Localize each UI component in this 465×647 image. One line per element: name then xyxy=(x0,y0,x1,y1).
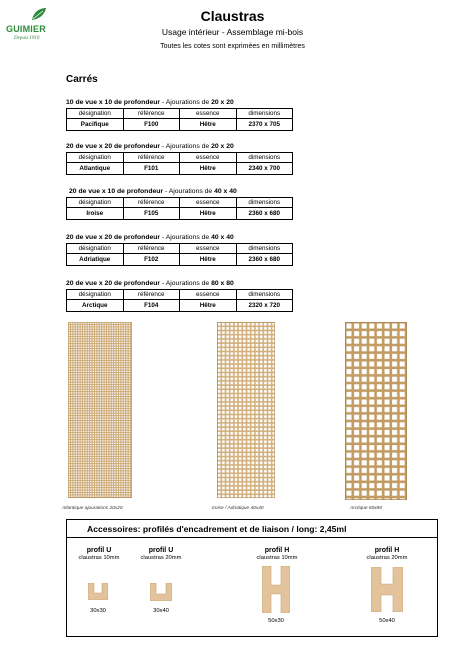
column-header: référence xyxy=(123,153,180,163)
spec-ajour-value: 40 x 40 xyxy=(211,234,234,241)
column-header: essence xyxy=(180,244,237,254)
spec-size: 20 de vue x 20 de profondeur xyxy=(66,280,161,287)
cell-designation: Arctique xyxy=(67,300,124,312)
cell-dimensions: 2320 x 720 xyxy=(236,300,293,312)
cell-dimensions: 2370 x 705 xyxy=(236,119,293,131)
spec-size: 20 de vue x 20 de profondeur xyxy=(66,234,161,241)
column-header: désignation xyxy=(67,198,124,208)
units-note: Toutes les cotes sont exprimées en millimètres xyxy=(160,43,305,50)
cell-dimensions: 2360 x 680 xyxy=(236,208,293,220)
spec-ajour-value: 20 x 20 xyxy=(211,143,234,150)
cell-designation: Adriatique xyxy=(67,254,124,266)
profile-name: profil H xyxy=(374,547,400,554)
column-header: essence xyxy=(180,109,237,119)
column-header: référence xyxy=(123,244,180,254)
profile-desc: claustras 20mm xyxy=(140,555,182,561)
brand-tagline: Depuis 1910 xyxy=(14,36,40,41)
spec-heading xyxy=(66,233,293,243)
h-profile-icon xyxy=(371,567,403,612)
spec-size: 10 de vue x 10 de profondeur xyxy=(66,99,161,106)
page-subtitle: Usage intérieur - Assemblage mi-bois xyxy=(161,27,304,37)
lattice-large-image xyxy=(345,322,407,500)
image-caption: Arctique 80x80 xyxy=(350,506,382,511)
column-header: essence xyxy=(180,153,237,163)
profile-desc: claustras 10mm xyxy=(256,555,298,561)
page-title: Claustras xyxy=(200,8,265,24)
profile-desc: claustras 10mm xyxy=(78,555,120,561)
cell-reference: F100 xyxy=(123,119,180,131)
spec-size: 20 de vue x 10 de profondeur xyxy=(69,188,164,195)
spec-heading xyxy=(66,142,293,152)
cell-reference: F102 xyxy=(123,254,180,266)
image-caption: Iroise / Adriatique 40x40 xyxy=(212,506,264,511)
cell-essence: Hêtre xyxy=(180,254,237,266)
cell-reference: F105 xyxy=(123,208,180,220)
cell-essence: Hêtre xyxy=(180,119,237,131)
profile-u-10 xyxy=(75,547,123,561)
column-header: référence xyxy=(123,290,180,300)
profile-u-20 xyxy=(134,547,188,561)
spec-block-pacifique xyxy=(66,98,293,131)
column-header: dimensions xyxy=(236,290,293,300)
spec-ajour-label: - Ajourations de xyxy=(161,280,210,287)
spec-ajour-value: 80 x 80 xyxy=(211,280,234,287)
spec-table xyxy=(66,289,293,312)
product-image-atlantique xyxy=(68,322,132,498)
spec-block-atlantique xyxy=(66,142,293,175)
lattice-medium-image xyxy=(217,322,275,498)
brand-name: GUIMIER xyxy=(6,24,46,34)
u-profile-icon xyxy=(150,583,172,601)
profile-name: profil U xyxy=(148,547,174,554)
cell-designation: Iroise xyxy=(67,208,124,220)
spec-ajour-value: 40 x 40 xyxy=(214,188,237,195)
profile-dim: 50x30 xyxy=(268,618,284,624)
spec-ajour-label: - Ajourations de xyxy=(161,99,210,106)
spec-block-adriatique xyxy=(66,233,293,266)
column-header: dimensions xyxy=(236,198,293,208)
spec-table xyxy=(66,243,293,266)
column-header: désignation xyxy=(67,153,124,163)
spec-block-iroise xyxy=(66,187,293,220)
column-header: dimensions xyxy=(236,109,293,119)
section-title: Carrés xyxy=(66,74,98,85)
accessories-panel xyxy=(66,519,438,637)
spec-ajour-label: - Ajourations de xyxy=(161,234,210,241)
column-header: dimensions xyxy=(236,244,293,254)
profile-name: profil U xyxy=(86,547,112,554)
h-profile-icon xyxy=(262,566,290,613)
spec-block-arctique xyxy=(66,279,293,312)
column-header: essence xyxy=(180,290,237,300)
spec-table xyxy=(66,152,293,175)
divider xyxy=(67,537,437,538)
column-header: essence xyxy=(180,198,237,208)
profile-dim: 30x40 xyxy=(153,608,169,614)
lattice-fine-image xyxy=(68,322,132,498)
profile-name: profil H xyxy=(264,547,290,554)
column-header: désignation xyxy=(67,244,124,254)
image-caption: Atlantique ajourations 20x20 xyxy=(62,506,123,511)
product-image-iroise xyxy=(217,322,275,498)
cell-reference: F104 xyxy=(123,300,180,312)
cell-essence: Hêtre xyxy=(180,163,237,175)
cell-designation: Pacifique xyxy=(67,119,124,131)
profile-h-20 xyxy=(357,547,417,561)
spec-ajour-value: 20 x 20 xyxy=(211,99,234,106)
cell-dimensions: 2360 x 680 xyxy=(236,254,293,266)
profile-desc: claustras 20mm xyxy=(366,555,408,561)
cell-essence: Hêtre xyxy=(180,208,237,220)
cell-essence: Hêtre xyxy=(180,300,237,312)
cell-designation: Atlantique xyxy=(67,163,124,175)
spec-ajour-label: - Ajourations de xyxy=(161,143,210,150)
profile-dim: 30x30 xyxy=(90,608,106,614)
column-header: référence xyxy=(123,198,180,208)
spec-table xyxy=(66,197,293,220)
accessories-title: Accessoires: profilés d'encadrement et de liaison / long: 2,45ml xyxy=(87,524,347,534)
spec-heading xyxy=(66,98,293,108)
spec-heading xyxy=(66,279,293,289)
spec-table xyxy=(66,108,293,131)
column-header: référence xyxy=(123,109,180,119)
spec-heading xyxy=(66,187,293,197)
cell-dimensions: 2340 x 700 xyxy=(236,163,293,175)
column-header: désignation xyxy=(67,290,124,300)
u-profile-icon xyxy=(88,583,108,600)
column-header: désignation xyxy=(67,109,124,119)
product-image-arctique xyxy=(345,322,407,500)
spec-ajour-label: - Ajourations de xyxy=(164,188,213,195)
profile-dim: 50x40 xyxy=(379,618,395,624)
column-header: dimensions xyxy=(236,153,293,163)
cell-reference: F101 xyxy=(123,163,180,175)
profile-h-10 xyxy=(247,547,307,561)
spec-size: 20 de vue x 20 de profondeur xyxy=(66,143,161,150)
